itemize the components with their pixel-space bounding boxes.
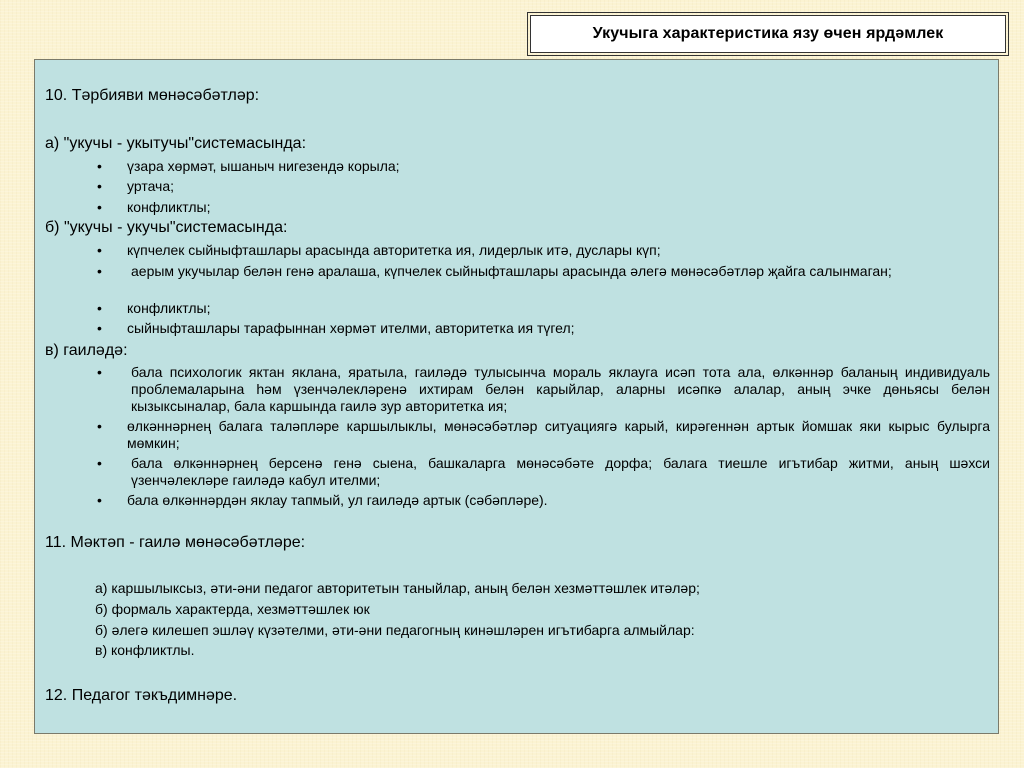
section-10a-label: а) "укучы - укытучы"системасында:: [45, 135, 307, 152]
section-11-item: б) формаль характерда, хезмәттәшлек юк: [95, 601, 370, 617]
section-10a-item: [97, 158, 990, 175]
section-10-heading: 10. Тәрбияви мөнәсәбәтләр:: [45, 87, 260, 104]
bullet-icon: •: [97, 320, 102, 336]
bullet-icon: •: [97, 178, 102, 194]
bullet-text: уртача;: [127, 178, 175, 194]
section-11-item: в) конфликтлы.: [95, 642, 195, 658]
bullet-icon: •: [97, 199, 102, 215]
bullet-icon: •: [97, 455, 102, 471]
section-11-heading: 11. Мәктәп - гаилә мөнәсәбәтләре:: [45, 534, 306, 551]
section-10a-item: [97, 178, 990, 195]
page-title: Укучыга характеристика язу өчен ярдәмлек: [592, 25, 944, 42]
section-10b-item: [97, 242, 990, 259]
section-10v-label: в) гаиләдә:: [45, 342, 128, 359]
section-10v-item: [97, 364, 990, 415]
section-10b-item: [97, 300, 990, 317]
bullet-icon: •: [97, 492, 102, 508]
section-11-item: а) каршылыксыз, әти-әни педагог авторитетын таныйлар, аның белән хезмәттәшлек итәләр;: [95, 580, 700, 596]
bullet-icon: •: [97, 418, 102, 434]
section-10b-item: [97, 320, 990, 337]
bullet-text: аерым укучылар белән генә аралаша, күпчелек сыйныфташлары арасында әлегә мөнәсәбәтләр җайга салынмаган;: [131, 263, 892, 279]
section-10v-item: [97, 455, 990, 489]
section-10v-item: [97, 492, 990, 509]
bullet-icon: •: [97, 242, 102, 258]
bullet-icon: •: [97, 263, 102, 279]
bullet-text: конфликтлы;: [127, 199, 211, 215]
bullet-text: күпчелек сыйныфташлары арасында авторитетка ия, лидерлык итә, дуслары күп;: [127, 242, 661, 258]
section-10b-item: [97, 263, 990, 280]
bullet-text: сыйныфташлары тарафыннан хөрмәт ителми, авторитетка ия түгел;: [127, 320, 575, 336]
section-11-item: б) әлегә килешеп эшләү күзәтелми, әти-әни педагогның кинәшләрен игътибарга алмыйлар:: [95, 622, 695, 638]
bullet-text: бала өлкәннәрнең берсенә генә сыена, башкаларга мөнәсәбәте дорфа; балага тиешле игътибар житми, аның шәхси үзенчәлекләре гаиләдә кабул ителми;: [131, 455, 990, 488]
section-10b-label: б) "укучы - укучы"системасында:: [45, 219, 288, 236]
bullet-text: бала психологик яктан яклана, яратыла, гаиләдә тулысынча мораль яклауга исәп тота ала, өлкәннәр баланың индивидуаль проблемаларына һәм үзенчәлекләренә ихтирам белән карыйлар, аларны исәпкә алалар, аның эчке дөньясы белән кызыксыналар, бала каршында гаилә зур авторитетка ия;: [131, 364, 990, 414]
bullet-text: өлкәннәрнең балага таләпләре каршылыклы, мөнәсәбәтләр ситуациягә карый, кирәгеннән артык йомшак яки кырыс булырга мөмкин;: [127, 418, 990, 451]
section-10a-item: [97, 199, 990, 216]
bullet-icon: •: [97, 158, 102, 174]
bullet-icon: •: [97, 364, 102, 380]
content-panel: [34, 59, 999, 734]
bullet-text: бала өлкәннәрдән яклау тапмый, ул гаиләдә артык (сәбәпләре).: [127, 492, 548, 508]
title-box: [530, 15, 1006, 53]
section-10v-item: [97, 418, 990, 452]
section-12-heading: 12. Педагог тәкъдимнәре.: [45, 687, 238, 704]
bullet-icon: •: [97, 300, 102, 316]
bullet-text: үзара хөрмәт, ышаныч нигезендә корыла;: [127, 158, 400, 174]
bullet-text: конфликтлы;: [127, 300, 211, 316]
